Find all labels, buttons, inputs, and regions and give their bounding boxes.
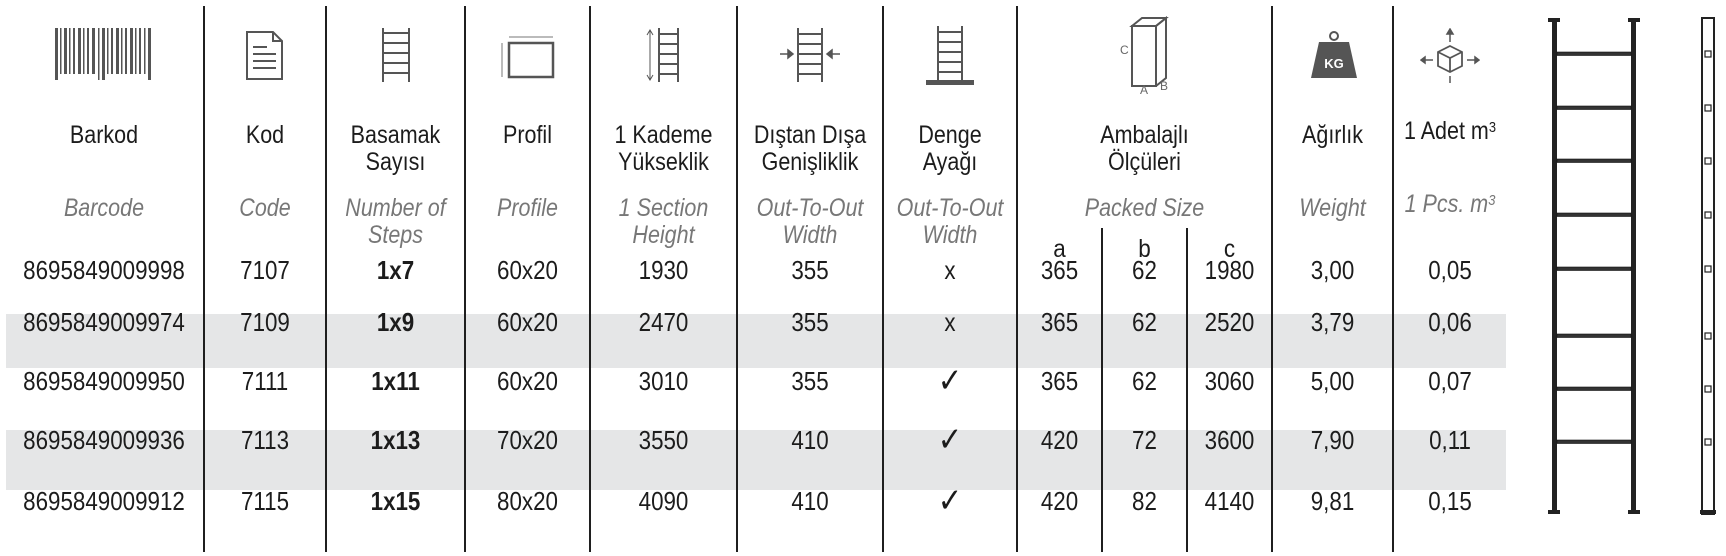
col-divider bbox=[882, 6, 884, 552]
cell-b: 62 bbox=[1132, 366, 1157, 396]
profile-icon bbox=[500, 34, 556, 80]
col-divider bbox=[1271, 6, 1273, 552]
volume-cube-icon bbox=[1420, 28, 1480, 84]
cell-volume: 0,11 bbox=[1429, 425, 1471, 455]
cell-weight: 5,00 bbox=[1310, 366, 1355, 396]
header-packed-en: Packed Size bbox=[1084, 194, 1205, 222]
cell-volume: 0,15 bbox=[1428, 486, 1472, 516]
section-height-icon bbox=[645, 26, 681, 86]
cell-volume: 0,05 bbox=[1428, 255, 1472, 285]
cell-section-height: 4090 bbox=[638, 486, 689, 516]
col-divider bbox=[1016, 6, 1018, 552]
cell-code: 7109 bbox=[240, 307, 290, 337]
col-divider bbox=[589, 6, 591, 552]
col-divider bbox=[1392, 6, 1394, 552]
header-steps-tr bbox=[337, 122, 455, 176]
cell-section-height: 3550 bbox=[638, 425, 689, 455]
line: Ölçüleri bbox=[1108, 148, 1181, 176]
cell-c: 3600 bbox=[1204, 425, 1255, 455]
ladder-side-illustration bbox=[1696, 16, 1720, 516]
line: Out-To-Out bbox=[756, 194, 864, 222]
line: Number of bbox=[345, 194, 446, 222]
header-steps-en bbox=[337, 195, 455, 249]
header-volume-en-text: 1 Pcs. m bbox=[1404, 190, 1489, 218]
cell-steps: 1x11 bbox=[371, 366, 420, 396]
header-packed-tr bbox=[1036, 122, 1254, 176]
line: Steps bbox=[368, 221, 423, 249]
cell-width: 410 bbox=[791, 486, 829, 516]
header-volume-tr bbox=[1402, 118, 1498, 145]
svg-text:B: B bbox=[1160, 79, 1169, 93]
document-icon bbox=[245, 30, 285, 82]
cell-stabilizer: ✓ bbox=[937, 362, 963, 400]
packed-sub-b: b bbox=[1138, 235, 1151, 263]
col-divider bbox=[736, 6, 738, 552]
packed-sub-a: a bbox=[1053, 235, 1066, 263]
cell-weight: 3,79 bbox=[1310, 307, 1355, 337]
weight-icon bbox=[1309, 30, 1359, 80]
line: Width bbox=[782, 221, 838, 249]
line: Out-To-Out bbox=[896, 194, 1004, 222]
col-divider bbox=[464, 6, 466, 552]
cell-a: 420 bbox=[1040, 486, 1079, 516]
cell-weight: 9,81 bbox=[1310, 486, 1355, 516]
cell-volume: 0,06 bbox=[1428, 307, 1472, 337]
packed-sub-divider bbox=[1186, 228, 1188, 552]
cell-steps: 1x7 bbox=[376, 255, 415, 285]
cell-code: 7115 bbox=[240, 486, 290, 516]
header-section-height-tr bbox=[601, 122, 726, 176]
line: Ayağı bbox=[922, 148, 978, 176]
cell-code: 7107 bbox=[240, 255, 290, 285]
header-stabilizer-tr bbox=[893, 122, 1007, 176]
header-steps-tr-line2: Sayısı bbox=[365, 148, 426, 176]
cell-width: 355 bbox=[791, 307, 829, 337]
cell-barcode: 8695849009950 bbox=[23, 366, 185, 396]
cell-b: 72 bbox=[1132, 425, 1157, 455]
cell-volume: 0,07 bbox=[1428, 366, 1472, 396]
cell-b: 82 bbox=[1132, 486, 1157, 516]
cell-a: 365 bbox=[1040, 366, 1079, 396]
header-weight-tr: Ağırlık bbox=[1302, 121, 1363, 149]
ladder-base-icon bbox=[924, 24, 976, 88]
line: Genişliklik bbox=[761, 148, 859, 176]
barcode-icon bbox=[55, 28, 155, 84]
line: Ambalajlı bbox=[1100, 121, 1189, 149]
cell-stabilizer: ✓ bbox=[937, 421, 963, 459]
cell-a: 365 bbox=[1040, 307, 1079, 337]
cell-weight: 3,00 bbox=[1310, 255, 1355, 285]
header-volume-en bbox=[1402, 191, 1498, 218]
cell-width: 410 bbox=[791, 425, 829, 455]
cell-stabilizer: x bbox=[944, 255, 956, 285]
cell-profile: 60x20 bbox=[497, 366, 558, 396]
header-stabilizer-en bbox=[893, 195, 1007, 249]
header-steps-tr-line1: Basamak bbox=[350, 121, 441, 149]
cell-c: 4140 bbox=[1204, 486, 1255, 516]
header-volume-tr-sup: 3 bbox=[1488, 119, 1497, 136]
cell-c: 2520 bbox=[1204, 307, 1255, 337]
cell-a: 365 bbox=[1040, 255, 1079, 285]
header-volume-en-sup: 3 bbox=[1488, 192, 1496, 209]
header-profile-tr: Profil bbox=[503, 121, 552, 149]
header-code-en: Code bbox=[239, 194, 291, 222]
cell-barcode: 8695849009912 bbox=[23, 486, 185, 516]
width-icon bbox=[778, 26, 842, 86]
cell-width: 355 bbox=[791, 255, 829, 285]
header-profile-en: Profile bbox=[497, 194, 558, 222]
cell-barcode: 8695849009936 bbox=[23, 425, 185, 455]
cell-section-height: 1930 bbox=[638, 255, 689, 285]
header-volume-tr-text: 1 Adet m bbox=[1403, 117, 1489, 145]
header-code-tr: Kod bbox=[245, 121, 285, 149]
cell-weight: 7,90 bbox=[1310, 425, 1355, 455]
line: Dıştan Dışa bbox=[753, 121, 867, 149]
header-section-height-en bbox=[601, 195, 726, 249]
cell-barcode: 8695849009998 bbox=[23, 255, 185, 285]
cell-stabilizer: x bbox=[944, 307, 956, 337]
cell-steps: 1x9 bbox=[376, 307, 415, 337]
cell-b: 62 bbox=[1132, 307, 1157, 337]
cell-code: 7113 bbox=[240, 425, 290, 455]
line: Width bbox=[922, 221, 978, 249]
cell-steps: 1x13 bbox=[370, 425, 421, 455]
svg-text:A: A bbox=[1140, 83, 1149, 94]
packed-sub-divider bbox=[1101, 228, 1103, 552]
cell-steps: 1x15 bbox=[370, 486, 421, 516]
line: Denge bbox=[918, 121, 982, 149]
cell-profile: 60x20 bbox=[497, 307, 558, 337]
cell-code: 7111 bbox=[241, 366, 289, 396]
cell-b: 62 bbox=[1132, 255, 1157, 285]
line: 1 Section bbox=[618, 194, 709, 222]
line: Yükseklik bbox=[618, 148, 709, 176]
header-width-en bbox=[748, 195, 872, 249]
cell-profile: 70x20 bbox=[497, 425, 558, 455]
cell-width: 355 bbox=[791, 366, 829, 396]
header-barcode-en: Barcode bbox=[63, 194, 145, 222]
ladder-front-illustration bbox=[1548, 16, 1640, 516]
cell-c: 1980 bbox=[1204, 255, 1255, 285]
header-barcode-tr: Barkod bbox=[69, 121, 139, 149]
cell-a: 420 bbox=[1040, 425, 1079, 455]
line: Height bbox=[632, 221, 695, 249]
cell-section-height: 2470 bbox=[638, 307, 689, 337]
cell-profile: 80x20 bbox=[497, 486, 558, 516]
line: 1 Kademe bbox=[614, 121, 713, 149]
cell-c: 3060 bbox=[1204, 366, 1255, 396]
cell-barcode: 8695849009974 bbox=[23, 307, 185, 337]
cell-section-height: 3010 bbox=[638, 366, 689, 396]
header-width-tr bbox=[748, 122, 872, 176]
box-icon bbox=[1120, 16, 1176, 94]
svg-text:C: C bbox=[1120, 43, 1129, 57]
cell-stabilizer: ✓ bbox=[937, 482, 963, 520]
header-weight-en: Weight bbox=[1299, 194, 1366, 222]
ladder-steps-icon bbox=[379, 26, 413, 84]
packed-sub-c: c bbox=[1223, 235, 1236, 263]
col-divider bbox=[325, 6, 327, 552]
cell-profile: 60x20 bbox=[497, 255, 558, 285]
col-divider bbox=[203, 6, 205, 552]
svg-text:KG: KG bbox=[1324, 56, 1344, 71]
